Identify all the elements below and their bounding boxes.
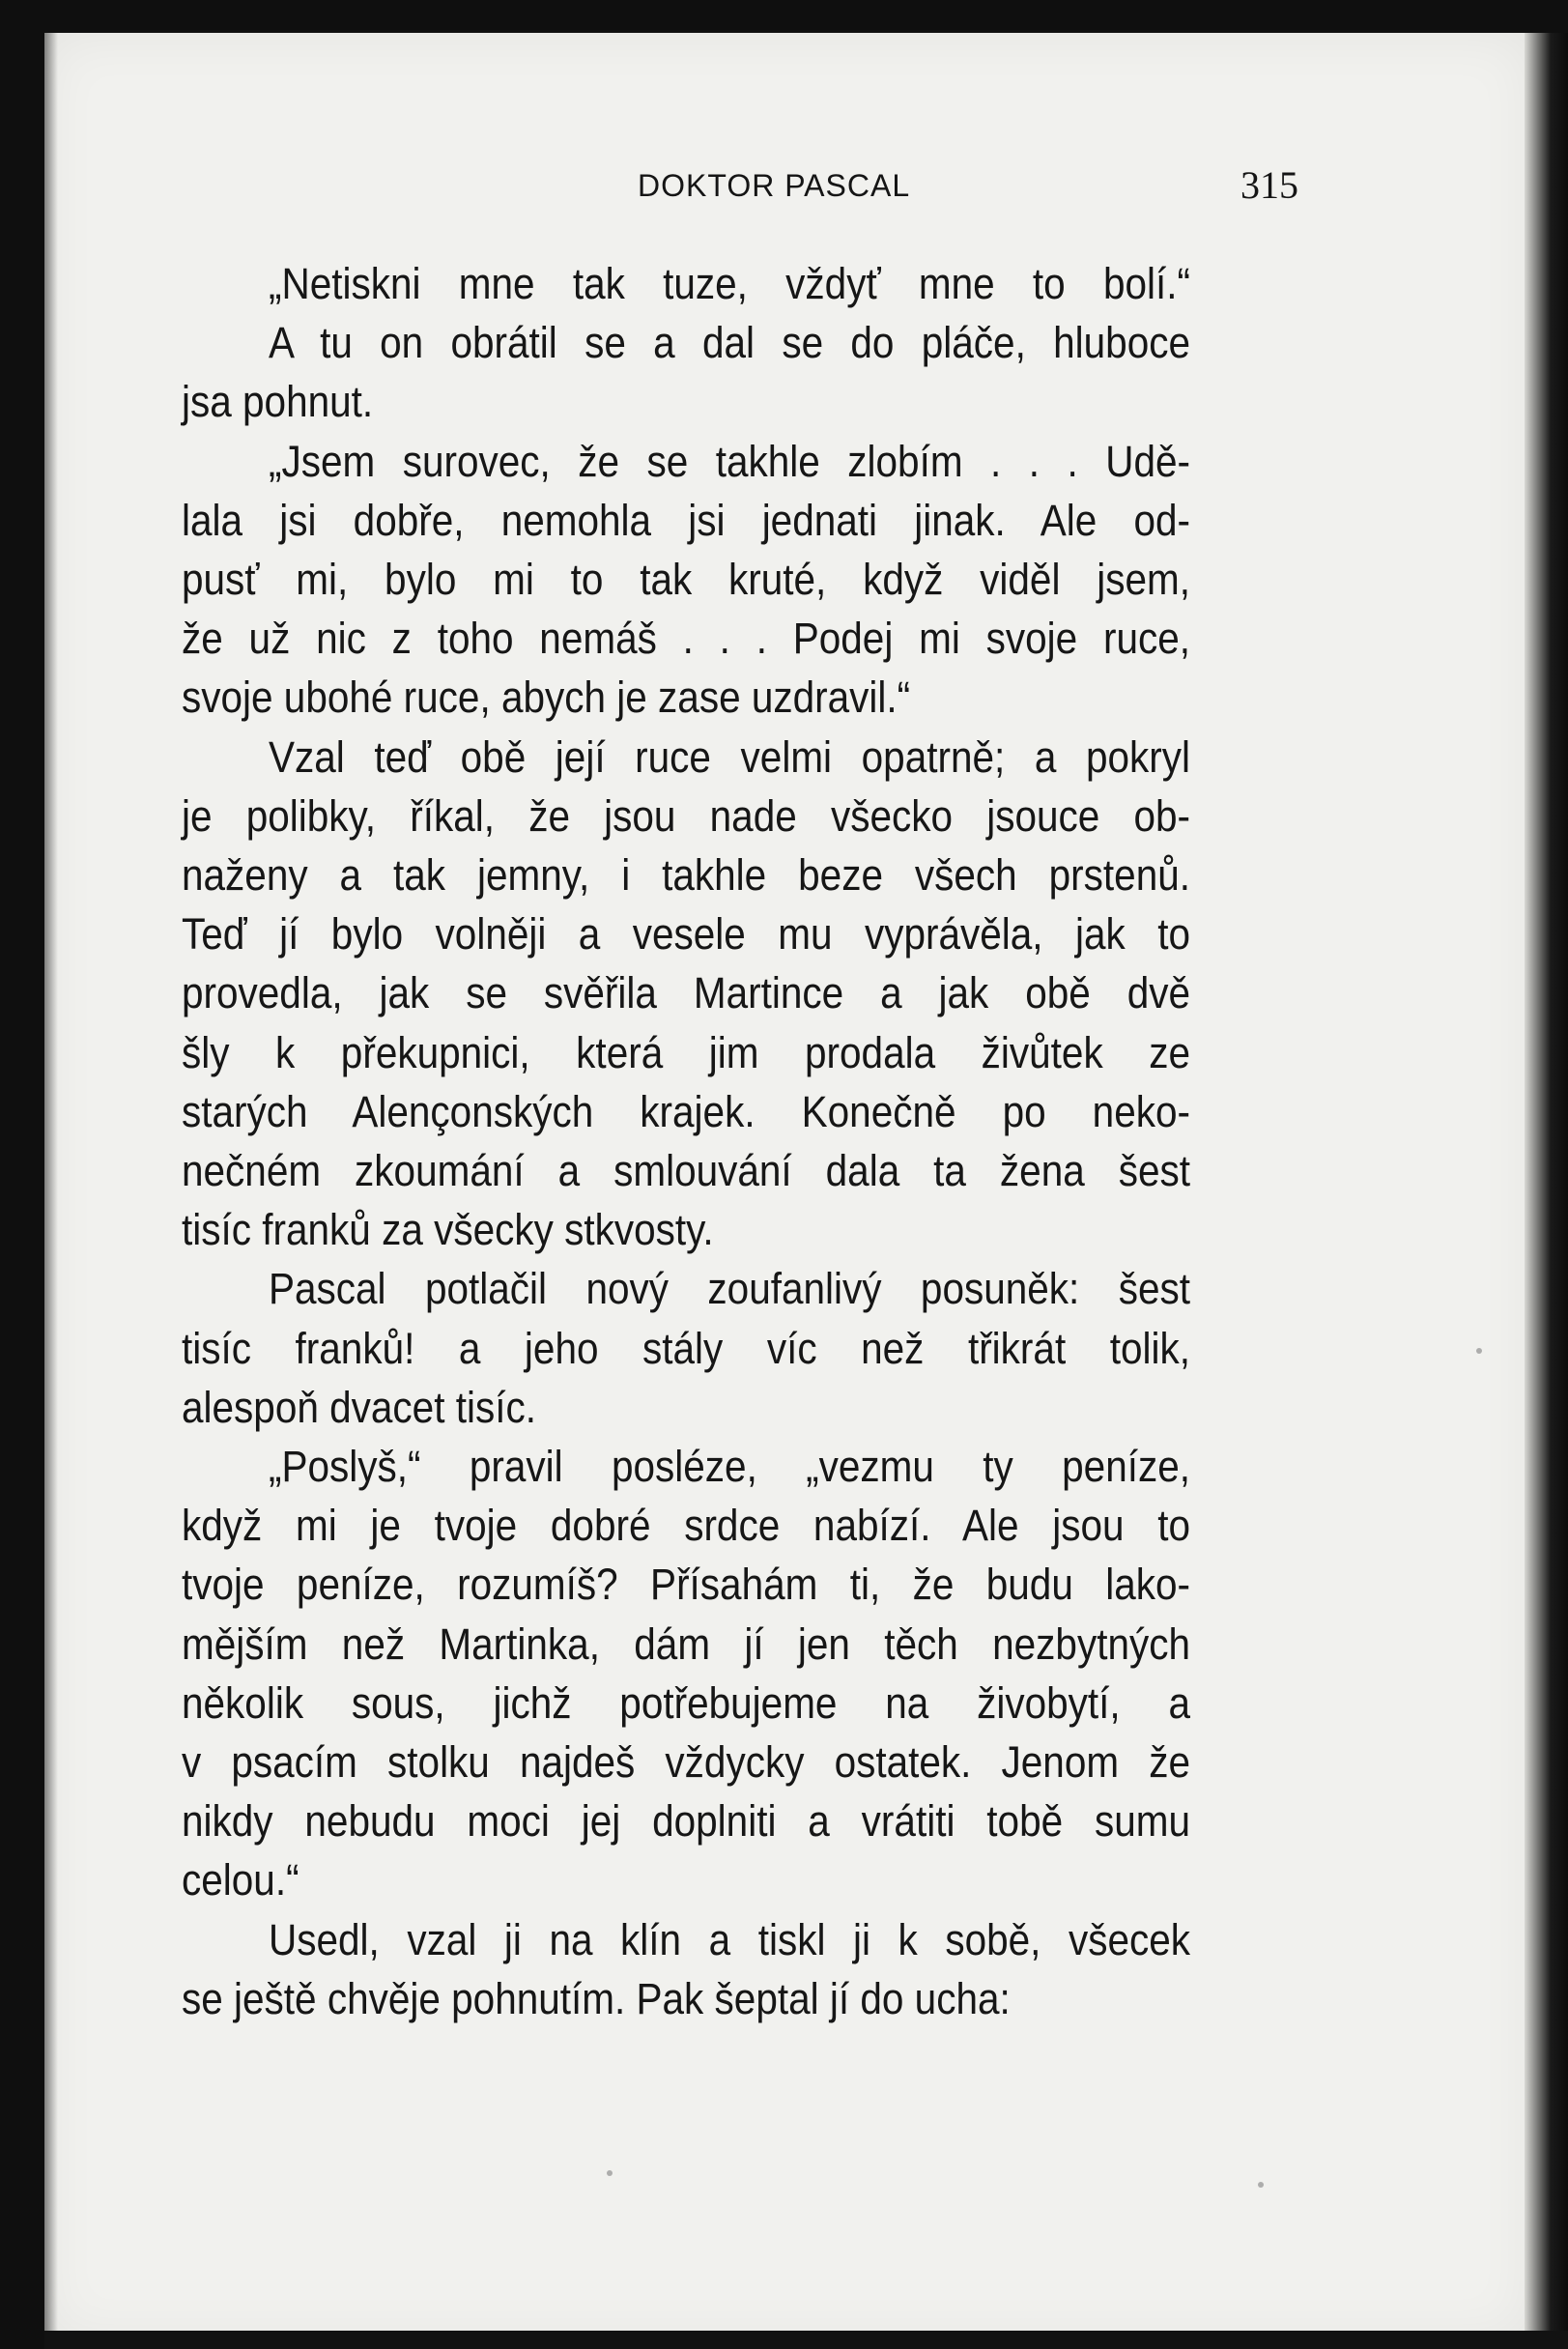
page-number: 315 xyxy=(1240,163,1298,207)
page-bottom-edge xyxy=(44,2331,1568,2349)
text-line: „Jsem surovec, že se takhle zlobím . . . Udě- xyxy=(269,436,1190,486)
text-line: že už nic z toho nemáš . . . Podej mi svoje ruce, xyxy=(182,614,1190,664)
text-line: šly k překupnici, která jim prodala živůtek ze xyxy=(182,1027,1190,1077)
text-line: nečném zkoumání a smlouvání dala ta žena šest xyxy=(182,1146,1190,1196)
text-line: je polibky, říkal, že jsou nade všecko jsouce ob- xyxy=(182,790,1190,841)
paper-speck xyxy=(1258,2182,1264,2188)
text-line: pusť mi, bylo mi to tak kruté, když viděl jsem, xyxy=(182,555,1190,605)
text-line: Pascal potlačil nový zoufanlivý posuněk: šest xyxy=(269,1264,1190,1314)
text-line: Teď jí bylo volněji a vesele mu vyprávěla, jak to xyxy=(182,909,1190,960)
page-gutter-shadow xyxy=(44,33,58,2342)
text-line: se ještě chvěje pohnutím. Pak šeptal jí do ucha: xyxy=(182,1973,1011,2023)
text-line: tvoje peníze, rozumíš? Přísahám ti, že budu lako- xyxy=(182,1560,1190,1610)
text-line: když mi je tvoje dobré srdce nabízí. Ale jsou to xyxy=(182,1501,1190,1551)
page-header xyxy=(638,163,1568,216)
page-right-edge xyxy=(1525,33,1568,2349)
text-line: v psacím stolku najdeš vždycky ostatek. Jenom že xyxy=(182,1737,1190,1788)
text-line: lala jsi dobře, nemohla jsi jednati jinak. Ale od- xyxy=(182,495,1190,545)
text-line: Vzal teď obě její ruce velmi opatrně; a pokryl xyxy=(269,731,1190,782)
text-line: A tu on obrátil se a dal se do pláče, hluboce xyxy=(269,318,1190,368)
body-text xyxy=(182,254,1190,2028)
text-line: „Poslyš,“ pravil posléze, „vezmu ty peníze, xyxy=(269,1442,1190,1492)
paper-speck xyxy=(607,2170,613,2176)
paper-speck xyxy=(1476,1348,1482,1354)
text-line: několik sous, jichž potřebujeme na živobytí, a xyxy=(182,1677,1190,1728)
text-line: svoje ubohé ruce, abych je zase uzdravil.“ xyxy=(182,673,911,723)
text-line: jsa pohnut. xyxy=(182,377,374,427)
text-line: tisíc franků za všecky stkvosty. xyxy=(182,1205,714,1255)
text-line: nikdy nebudu moci jej doplniti a vrátiti tobě sumu xyxy=(182,1796,1190,1847)
text-line: starých Alençonských krajek. Konečně po neko- xyxy=(182,1086,1190,1136)
text-line: celou.“ xyxy=(182,1855,299,1905)
text-line: alespoň dvacet tisíc. xyxy=(182,1382,536,1432)
text-line: „Netiskni mne tak tuze, vždyť mne to bolí.“ xyxy=(269,259,1190,308)
text-line: naženy a tak jemny, i takhle beze všech prstenů. xyxy=(182,850,1190,901)
text-line: provedla, jak se svěřila Martince a jak obě dvě xyxy=(182,968,1190,1018)
text-line: tisíc franků! a jeho stály víc než třikrát tolik, xyxy=(182,1323,1190,1373)
running-title: DOKTOR PASCAL xyxy=(638,168,911,203)
text-line: mějším než Martinka, dám jí jen těch nezbytných xyxy=(182,1619,1190,1669)
text-line: Usedl, vzal ji na klín a tiskl ji k sobě, všecek xyxy=(269,1914,1190,1964)
